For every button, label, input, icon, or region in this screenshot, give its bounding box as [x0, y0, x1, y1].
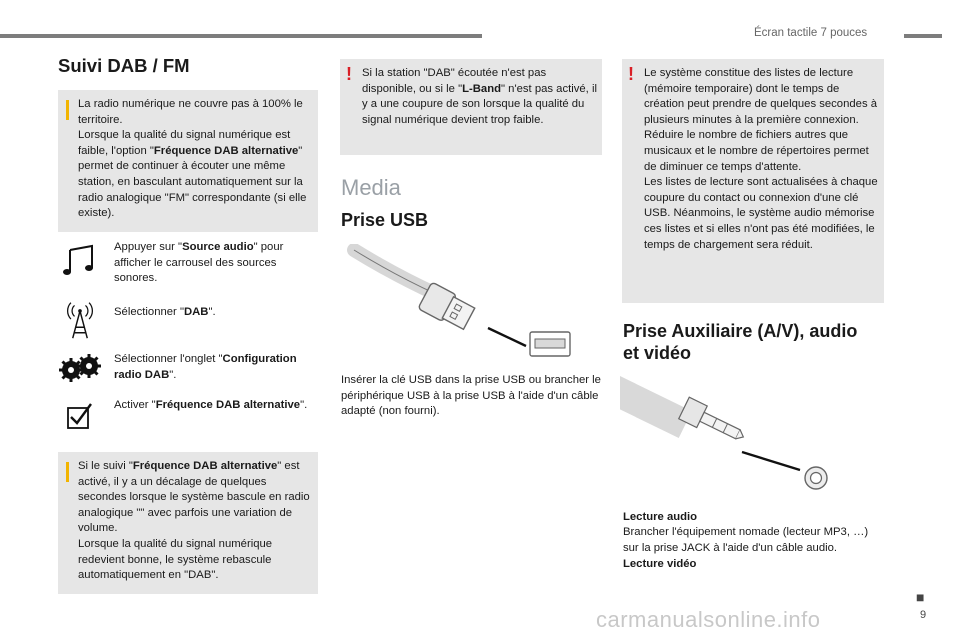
heading-prise-usb: Prise USB	[341, 210, 429, 230]
warning-text-lband: Si la station "DAB" écoutée n'est pas disponible, ou si le "L-Band" n'est pas activé, il y a une coupure de son lorsque la qualité du signal numérique devient trop faible.	[362, 67, 597, 126]
label-lecture-video: Lecture vidéo	[623, 558, 697, 570]
info-text-suivi: Si le suivi "Fréquence DAB alternative" est activé, il y a un décalage de quelques secondes lorsque le système bascule en radio analogique "" avec parfois une variation de volume.	[78, 460, 310, 535]
gears-icon	[58, 350, 102, 390]
label-lecture-audio: Lecture audio	[623, 511, 698, 523]
step-text-activer: Activer "Fréquence DAB alternative".	[114, 399, 308, 411]
warning-text-playlists-3: Les listes de lecture sont actualisées à chaque coupure du contact ou connexion d'une clé USB. Néanmoins, le système audio mémorise ces listes et si elles n'ont pas été modifiées, le temps de chargement sera réduit.	[644, 176, 878, 251]
warning-text-playlists-1: Le système constitue des listes de lecture (mémoire temporaire) dont le temps de création peut prendre de quelques secondes à plusieurs minutes à la première connexion.	[644, 67, 878, 126]
step-text-source-audio: Appuyer sur "Source audio" pour afficher le carrousel des sources sonores.	[114, 241, 284, 285]
header-title: Écran tactile 7 pouces	[754, 27, 868, 39]
warning-text-playlists-2: Réduire le nombre de fichiers autres que musicaux et le nombre de répertoires permet de diminuer ce temps d'attente.	[644, 129, 869, 173]
step-activer	[58, 398, 318, 442]
info-icon	[66, 100, 69, 120]
info-box-dab	[58, 90, 318, 232]
warning-icon: !	[628, 64, 634, 84]
page-number: 9	[920, 609, 927, 621]
step-configuration-dab	[58, 350, 318, 394]
heading-prise-auxiliaire: Prise Auxiliaire (A/V), audio et vidéo	[623, 321, 858, 363]
section-title-media: Media	[341, 175, 401, 200]
checkbox-icon	[58, 398, 102, 438]
header-rule	[0, 34, 482, 38]
step-select-dab	[58, 300, 318, 344]
info-text-1: La radio numérique ne couvre pas à 100% le territoire.	[78, 98, 303, 126]
jack-plug-illustration	[620, 366, 840, 502]
antenna-icon	[58, 300, 102, 340]
info-icon	[66, 462, 69, 482]
warning-icon: !	[346, 64, 352, 84]
watermark: carmanualsonline.info	[596, 607, 821, 632]
continue-marker: ■	[916, 589, 925, 605]
warning-box-lband	[340, 59, 602, 155]
step-text-configuration-dab: Sélectionner l'onglet "Configuration radio DAB".	[114, 353, 297, 381]
step-text-select-dab: Sélectionner "DAB".	[114, 306, 216, 318]
audio-instructions: Brancher l'équipement nomade (lecteur MP3, …) sur la prise JACK à l'aide d'un câble audio.	[623, 526, 869, 554]
info-text-rebascule: Lorsque la qualité du signal numérique redevient bonne, le système rebascule automatiquement en "DAB".	[78, 537, 273, 582]
music-note-icon	[58, 240, 102, 280]
header-rule-right	[904, 34, 942, 38]
step-source-audio	[58, 240, 318, 296]
info-text-2: Lorsque la qualité du signal numérique est faible, l'option "Fréquence DAB alternative" permet de continuer à écouter une même station, en basculant automatiquement sur la radio analogique "FM" correspondante (si elle existe).	[78, 129, 307, 220]
usb-plug-illustration	[340, 244, 580, 362]
heading-suivi-dab-fm: Suivi DAB / FM	[58, 55, 190, 76]
warning-box-playlists	[622, 59, 884, 303]
info-box-suivi	[58, 452, 318, 594]
usb-instructions: Insérer la clé USB dans la prise USB ou brancher le périphérique USB à la prise USB à l'aide d'un câble adapté (non fourni).	[341, 374, 601, 418]
